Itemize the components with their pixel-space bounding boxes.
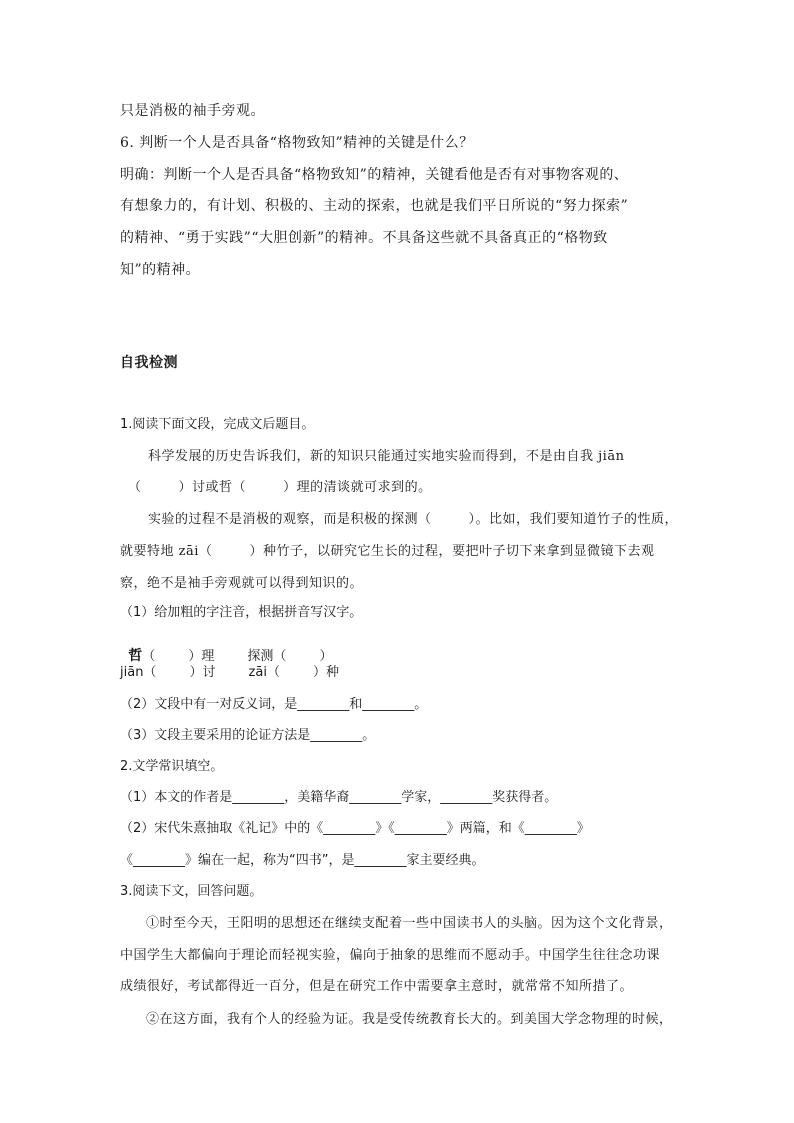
q1-passage-line-2: （ ）讨或哲（ ）理的清谈就可求到的。: [128, 480, 432, 495]
q1-passage-line-4: 就要特地 zāi（ ）种竹子，以研究它生长的过程，要把叶子切下来拿到显微镜下去观: [120, 544, 655, 559]
continuation-line: 只是消极的袖手旁观。: [120, 103, 265, 119]
q2-subquestion-1: （1）本文的作者是________，美籍华裔________学家，________奖获得者。: [120, 790, 558, 805]
q1-pinyin-row-2: jiān（ ）讨 zāi（ ）种: [120, 665, 340, 680]
q3-passage-line-2: 中国学生大都偏向于理论而轻视实验，偏向于抽象的思维而不愿动手。中国学生往往念功课: [120, 948, 661, 963]
q3-passage-line-3: 成绩很好，考试都得近一百分，但是在研究工作中需要拿主意时，就常常不知所措了。: [120, 979, 634, 994]
q1-passage-line-1: 科学发展的历史告诉我们，新的知识只能通过实地实验而得到，不是由自我 jiān: [148, 449, 625, 464]
q2-subquestion-2b: 《________》编在一起，称为“四书”，是________家主要经典。: [120, 853, 485, 868]
q1-pinyin-row-1: [120, 636, 332, 663]
answer-line-1: 明确：判断一个人是否具备“格物致知”的精神，关键看他是否有对事物客观的、: [120, 167, 629, 183]
answer-line-4: 知”的精神。: [120, 262, 201, 278]
section-title: 自我检测: [120, 355, 178, 371]
q1-subquestion-1: （1）给加粗的字注音，根据拼音写汉字。: [120, 605, 363, 620]
q3-title: 3.阅读下文，回答问题。: [120, 884, 263, 899]
pinyin-row-1-rest: （ ）理 探测（ ）: [142, 649, 333, 664]
question-6: 6. 判断一个人是否具备“格物致知”精神的关键是什么？: [120, 135, 474, 151]
q2-subquestion-2a: （2）宋代朱熹抽取《礼记》中的《________》《________》两篇，和《________》: [120, 821, 590, 836]
q1-subquestion-2: （2）文段中有一对反义词，是________和________。: [120, 697, 428, 712]
q3-passage-line-4: ②在这方面，我有个人的经验为证。我是受传统教育长大的。到美国大学念物理的时候，: [146, 1012, 673, 1027]
q1-title: 1.阅读下面文段，完成文后题目。: [120, 417, 315, 432]
q2-title: 2.文学常识填空。: [120, 759, 224, 774]
q3-passage-line-1: ①时至今天，王阳明的思想还在继续支配着一些中国读书人的头脑。因为这个文化背景，: [146, 916, 673, 931]
q1-subquestion-3: （3）文段主要采用的论证方法是________。: [120, 728, 376, 743]
q1-passage-line-3: 实验的过程不是消极的观察，而是积极的探测（ ）。比如，我们要知道竹子的性质，: [148, 512, 679, 527]
answer-line-2: 有想象力的，有计划、积极的、主动的探索，也就是我们平日所说的“努力探索”: [120, 198, 629, 214]
answer-line-3: 的精神、“勇于实践”“大胆创新”的精神。不具备这些就不具备真正的“格物致: [120, 230, 608, 246]
bold-char-zhe: 哲: [128, 648, 143, 664]
q1-passage-line-5: 察，绝不是袖手旁观就可以得到知识的。: [120, 576, 364, 591]
